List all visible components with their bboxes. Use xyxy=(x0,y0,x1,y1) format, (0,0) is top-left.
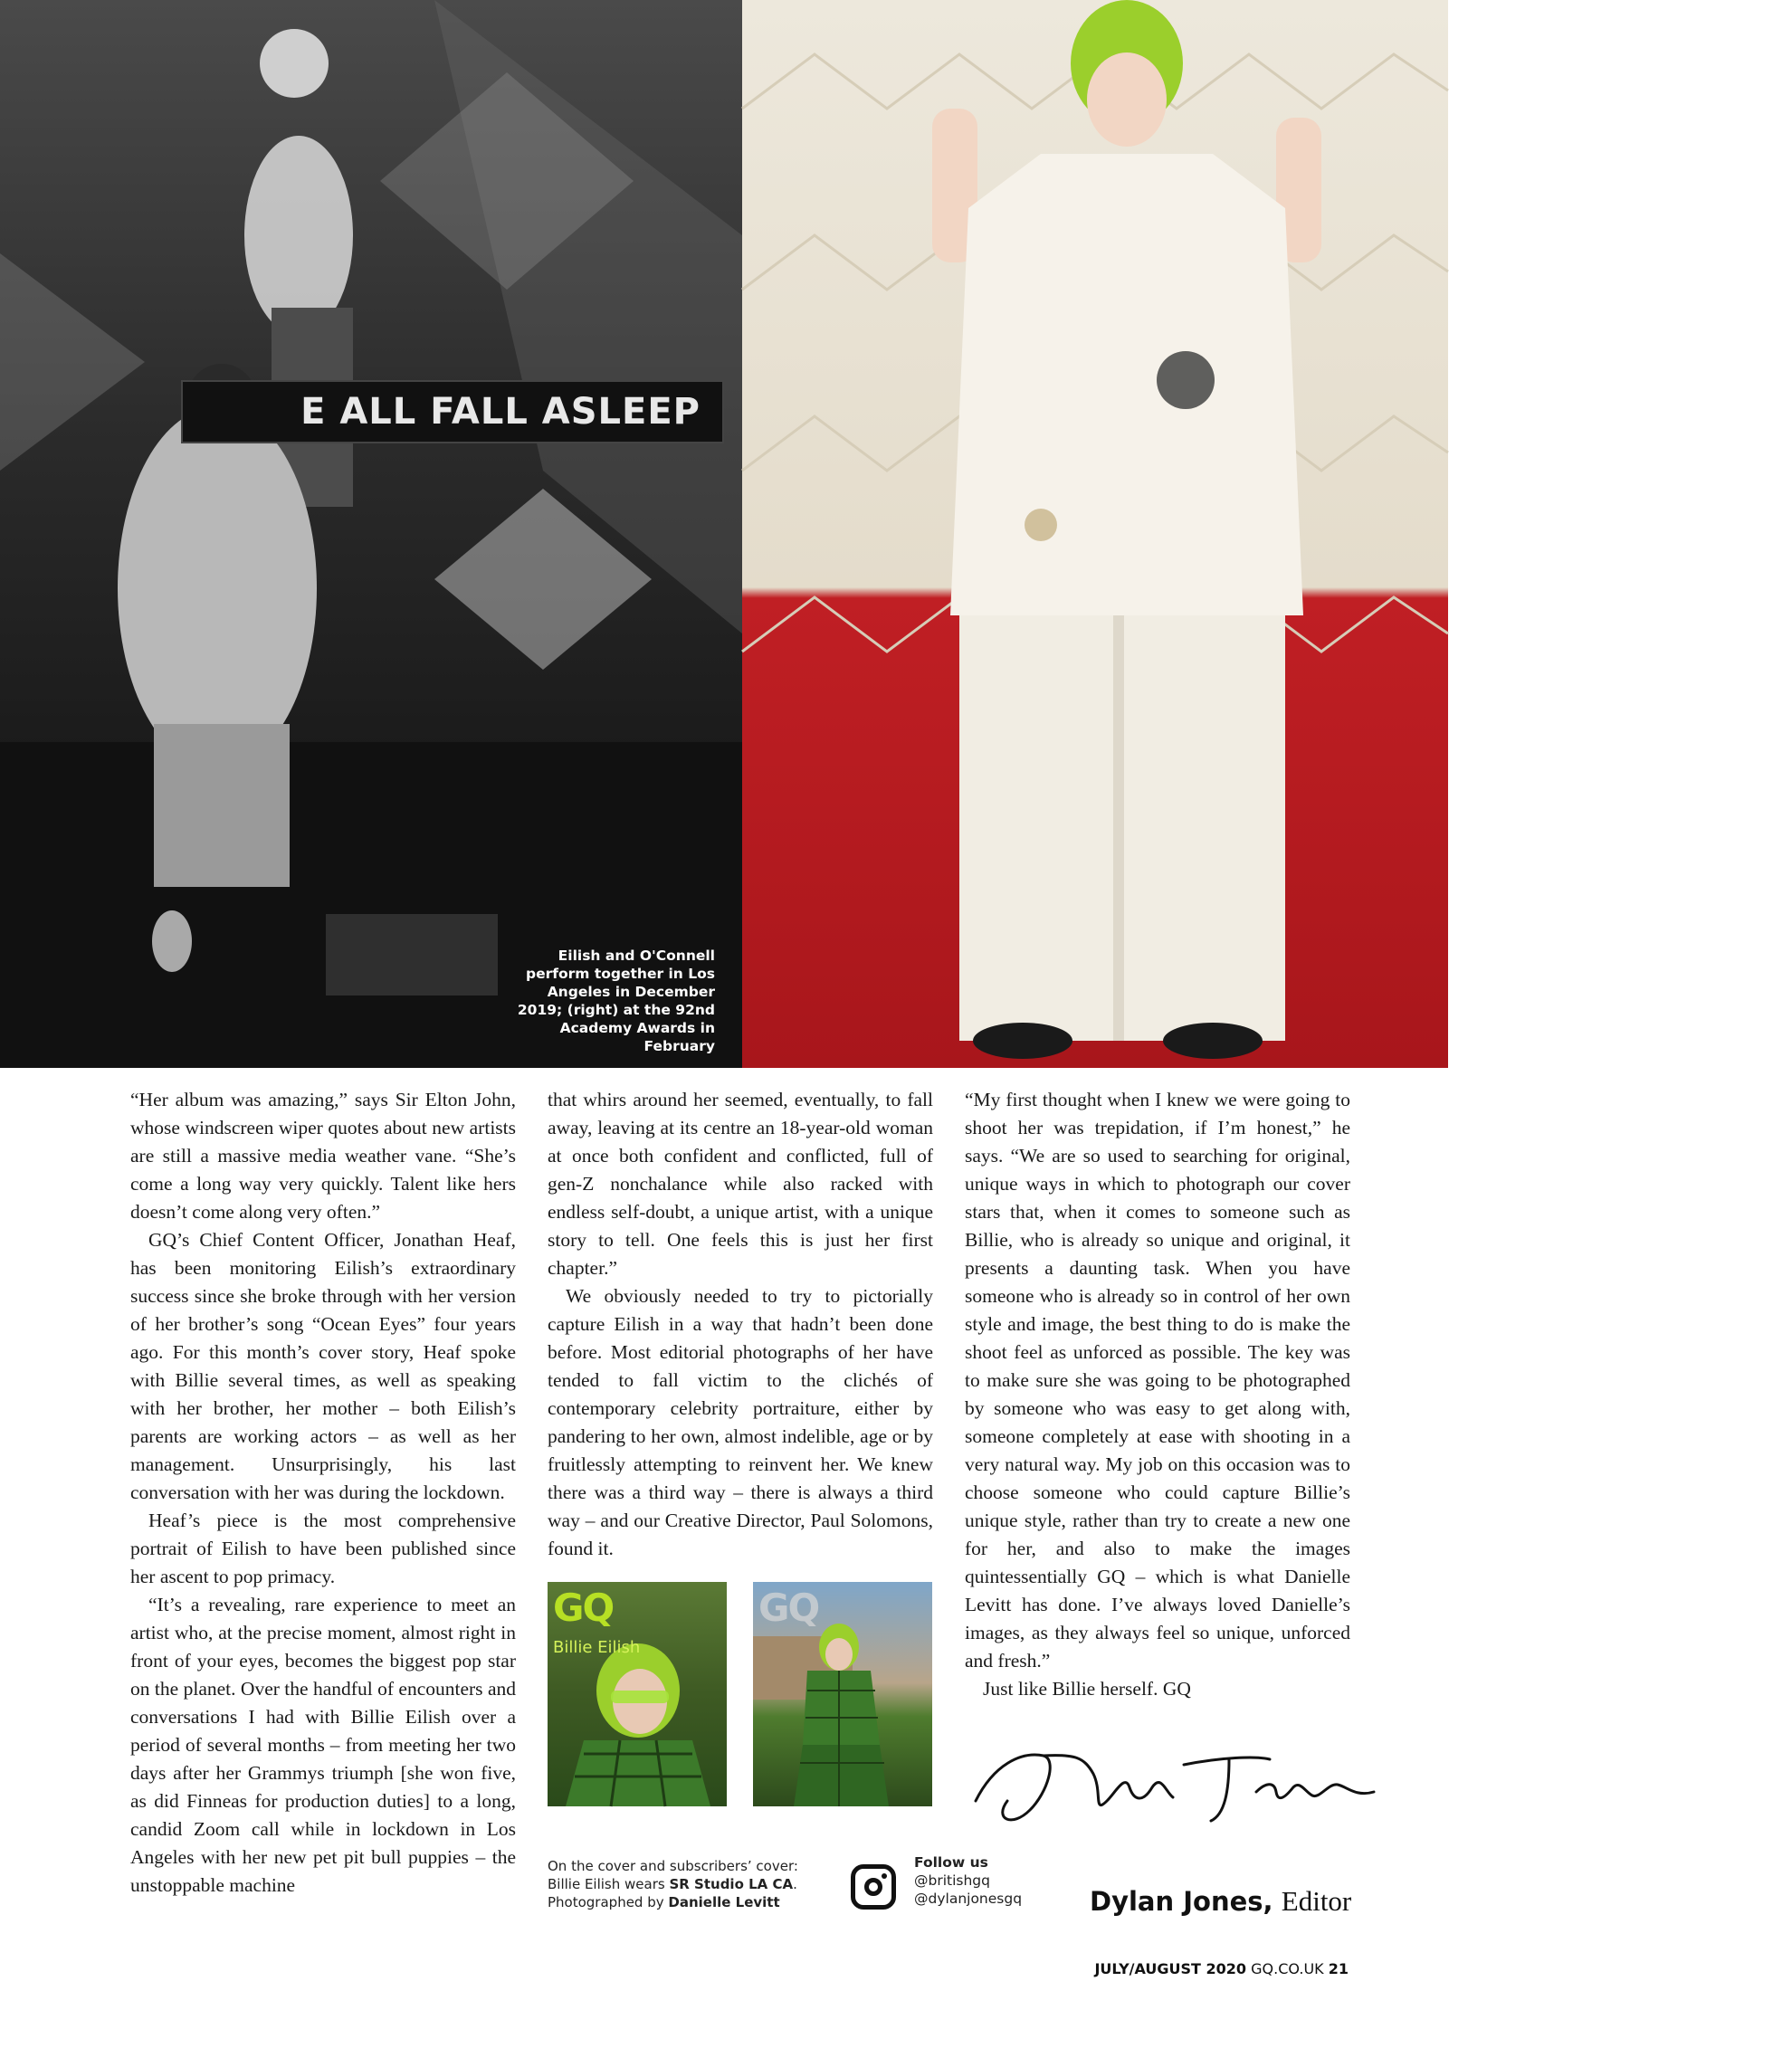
cover-logo: GQ xyxy=(758,1586,819,1630)
concert-photo xyxy=(0,0,742,1068)
credit-text: . xyxy=(793,1876,797,1892)
social-handle[interactable]: @dylanjonesgq xyxy=(914,1891,1023,1907)
cover-credit xyxy=(548,1857,828,1911)
photo-caption: Eilish and O'Connell perform together in Los Angeles in December 2019; (right) at the 92nd Academy Awards in February xyxy=(517,948,715,1054)
instagram-lens xyxy=(864,1878,882,1896)
paragraph: GQ’s Chief Content Officer, Jonathan Heaf, has been monitoring Eilish’s extraordinary success since she broke through with her version of her brother’s song “Ocean Eyes” four years ago. For this month’s cover story, Heaf spoke with Billie several times, as well as speaking with her brother, her mother – both Eilish’s parents are working actors – as well as her management. Unsurprisingly, his last conversation with her was during the lockdown. xyxy=(130,1229,516,1503)
magazine-cover-subscribers xyxy=(753,1582,932,1806)
album-banner: E ALL FALL ASLEEP xyxy=(181,380,724,443)
pull-quote: Her songs are personal, strident and often painfully intimate xyxy=(1502,842,1774,1041)
oscars-photo xyxy=(742,0,1774,1068)
article-column-3 xyxy=(965,1086,1350,1703)
cover-star-name: Billie Eilish xyxy=(553,1638,641,1657)
folio-issue: JULY/AUGUST 2020 xyxy=(1094,1960,1247,1977)
paragraph: We obviously needed to try to pictorially capture Eilish in a way that hadn’t been done before. Most editorial photographs of her have tended to fall victim to the clichés of contemporary celebrity portraiture, either by pandering to her own, almost indelible, age or by fruitlessly attempting to reinvent her. We knew there was a third way – there is always a third way – and our Creative Director, Paul Solomons, found it. xyxy=(548,1285,933,1559)
oscars-illustration xyxy=(742,0,1448,1068)
cover-credit-line: On the cover and subscribers’ cover: xyxy=(548,1858,798,1874)
follow-heading: Follow us xyxy=(914,1854,988,1871)
instagram-icon xyxy=(851,1864,896,1910)
editor-name: Dylan Jones, xyxy=(1090,1886,1273,1917)
cover-credit-line xyxy=(548,1893,828,1911)
magazine-cover-newsstand xyxy=(548,1582,727,1806)
article-column-2 xyxy=(548,1086,933,1563)
credit-photographer: Danielle Levitt xyxy=(668,1894,780,1910)
editor-credit xyxy=(1090,1885,1351,1918)
credit-text: Billie Eilish wears xyxy=(548,1876,670,1892)
article-column-1 xyxy=(130,1086,516,1900)
concert-illustration xyxy=(0,0,742,1068)
paragraph: “Her album was amazing,” says Sir Elton John, whose windscreen wiper quotes about new artists are still a massive media weather vane. “She’s come a long way very quickly. Talent like hers doesn’t come along very often.” xyxy=(130,1089,516,1223)
page-folio xyxy=(1077,1960,1349,1977)
instagram-dot xyxy=(882,1873,887,1879)
cover-logo: GQ xyxy=(553,1586,614,1630)
folio-page-number: 21 xyxy=(1328,1960,1349,1977)
editor-role: Editor xyxy=(1281,1885,1352,1917)
folio-site: GQ.CO.UK xyxy=(1251,1960,1324,1977)
editor-signature xyxy=(958,1738,1392,1837)
cover-credit-line xyxy=(548,1875,828,1893)
social-follow xyxy=(914,1853,1022,1908)
social-handle[interactable]: @britishgq xyxy=(914,1872,990,1889)
credit-text: Photographed by xyxy=(548,1894,669,1910)
paragraph: “It’s a revealing, rare experience to meet an artist who, at the precise moment, almost right in front of your eyes, becomes the biggest pop star on the planet. Over the handful of encounters and conversations I had with Billie Eilish over a period of several months – from meeting her two days after her Grammys triumph [she won five, as did Finneas for production duties] to a long, candid Zoom call while in lockdown in Los Angeles with her new pet pit bull puppies – the unstoppable machine xyxy=(130,1594,516,1896)
paragraph: that whirs around her seemed, eventually, to fall away, leaving at its centre an 18-year-old woman at once both confident and conflicted, full of gen-Z nonchalance while also racked with endless self-doubt, a unique artist, with a unique story to tell. One feels this is just her first chapter.” xyxy=(548,1089,933,1279)
paragraph: “My first thought when I knew we were going to shoot her was trepidation, if I’m honest,” he says. “We are so used to searching for original, unique ways in which to photograph our cover stars that, when it comes to someone such as Billie, who is already so unique and original, it presents a daunting task. When you have someone who is already so in control of her own style and image, the best thing to do is make the shoot feel as unforced as possible. The key was to make sure she was going to be photographed by someone who was easy to get along with, someone completely at ease with shooting in a very natural way. My job on this occasion was to choose someone who could capture Billie’s unique style, rather than try to create a new one for her, and also to make the images quintessentially GQ – which is what Danielle Levitt has done. I’ve always loved Danielle’s images, as they always feel so unique, unforced and fresh.” xyxy=(965,1089,1350,1672)
paragraph: Heaf’s piece is the most comprehensive portrait of Eilish to have been published since her ascent to pop primacy. xyxy=(130,1510,516,1587)
credit-brand: SR Studio LA CA xyxy=(669,1876,794,1892)
paragraph: Just like Billie herself. GQ xyxy=(983,1678,1191,1700)
